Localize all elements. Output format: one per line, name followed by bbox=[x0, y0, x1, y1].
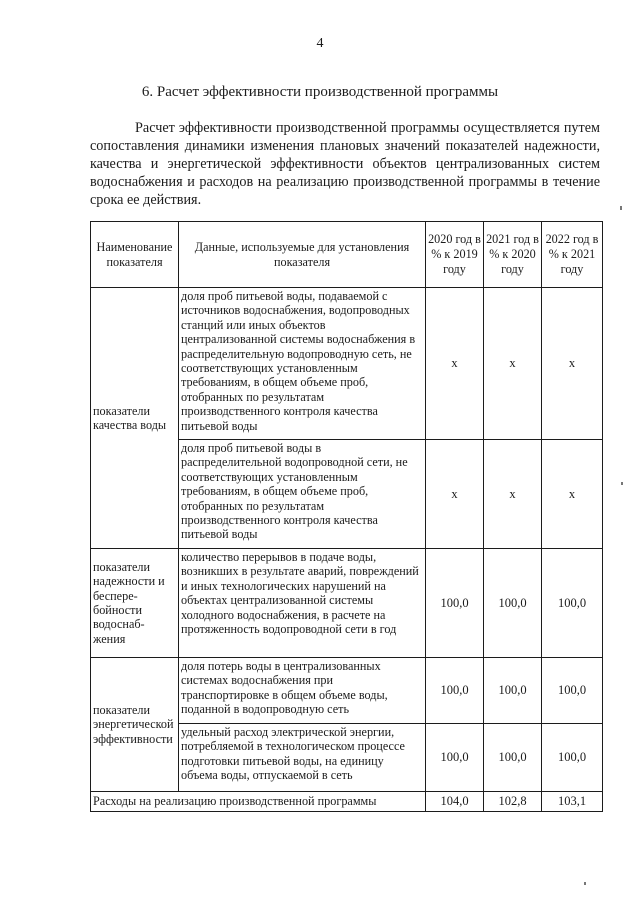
table-row bbox=[91, 288, 603, 440]
group-energy-indicators: показатели энергетической эффективности bbox=[91, 658, 179, 792]
header-year-2022: 2022 год в % к 2021 году bbox=[542, 222, 603, 288]
row-value-2022: x bbox=[542, 440, 603, 549]
row-value-2020: 100,0 bbox=[426, 724, 484, 792]
total-row-label: Расходы на реализацию производственной программы bbox=[91, 792, 426, 812]
row-value-2021: x bbox=[484, 440, 542, 549]
row-description: доля проб питьевой воды, подаваемой с источников водоснабжения, водопроводных станций или иных объектов централизованной системы водоснабжения в распределительную водопроводную сеть, не соответствующих установленным требованиям, в общем объеме проб, отобранных по результатам производственного контроля качества питьевой воды bbox=[179, 288, 426, 440]
row-description: доля потерь воды в централизованных системах водоснабжения при транспортировке в общем объеме воды, поданной в водопроводную сеть bbox=[179, 658, 426, 724]
group-reliability-indicators: показатели надежности и беспере-бойности водоснаб-жения bbox=[91, 549, 179, 658]
total-value-2021: 102,8 bbox=[484, 792, 542, 812]
row-description: количество перерывов в подаче воды, возникших в результате аварий, повреждений и иных технологических нарушений на объектах централизованной системы холодного водоснабжения, в расчете на протяженность водопроводной сети в год bbox=[179, 549, 426, 658]
header-year-2020: 2020 год в % к 2019 году bbox=[426, 222, 484, 288]
table-row bbox=[91, 549, 603, 658]
row-value-2020: x bbox=[426, 288, 484, 440]
row-value-2021: 100,0 bbox=[484, 724, 542, 792]
page-number: 4 bbox=[316, 36, 324, 51]
row-value-2022: 100,0 bbox=[542, 549, 603, 658]
row-value-2020: 100,0 bbox=[426, 549, 484, 658]
row-value-2022: 100,0 bbox=[542, 658, 603, 724]
row-description: доля проб питьевой воды в распределительной водопроводной сети, не соответствующих установленным требованиям, в общем объеме проб, отобранных по результатам производственного контроля качества питьевой воды bbox=[179, 440, 426, 549]
row-description: удельный расход электрической энергии, потребляемой в технологическом процессе подготовки питьевой воды, на единицу объема воды, отпускаемой в сеть bbox=[179, 724, 426, 792]
group-quality-indicators: показатели качества воды bbox=[91, 288, 179, 549]
total-row bbox=[91, 792, 603, 812]
total-value-2022: 103,1 bbox=[542, 792, 603, 812]
row-value-2021: x bbox=[484, 288, 542, 440]
header-data-used: Данные, используемые для установления показателя bbox=[179, 222, 426, 288]
efficiency-table bbox=[90, 221, 603, 812]
total-value-2020: 104,0 bbox=[426, 792, 484, 812]
scan-mark bbox=[621, 482, 623, 485]
scan-mark bbox=[620, 206, 622, 210]
intro-paragraph: Расчет эффективности производственной программы осуществляется путем сопоставления динамики изменения плановых значений показателей надежности, качества и энергетической эффективности объектов централизованных систем водоснабжения и расходов на реализацию производственной программы в течение срока ее действия. bbox=[90, 120, 600, 208]
row-value-2021: 100,0 bbox=[484, 658, 542, 724]
row-value-2021: 100,0 bbox=[484, 549, 542, 658]
table-header-row bbox=[91, 222, 603, 288]
table-row bbox=[91, 658, 603, 724]
row-value-2022: x bbox=[542, 288, 603, 440]
section-title: 6. Расчет эффективности производственной программы bbox=[141, 84, 499, 100]
row-value-2020: 100,0 bbox=[426, 658, 484, 724]
scan-mark bbox=[584, 882, 586, 885]
row-value-2022: 100,0 bbox=[542, 724, 603, 792]
header-indicator-name: Наименование показателя bbox=[91, 222, 179, 288]
header-year-2021: 2021 год в % к 2020 году bbox=[484, 222, 542, 288]
row-value-2020: x bbox=[426, 440, 484, 549]
